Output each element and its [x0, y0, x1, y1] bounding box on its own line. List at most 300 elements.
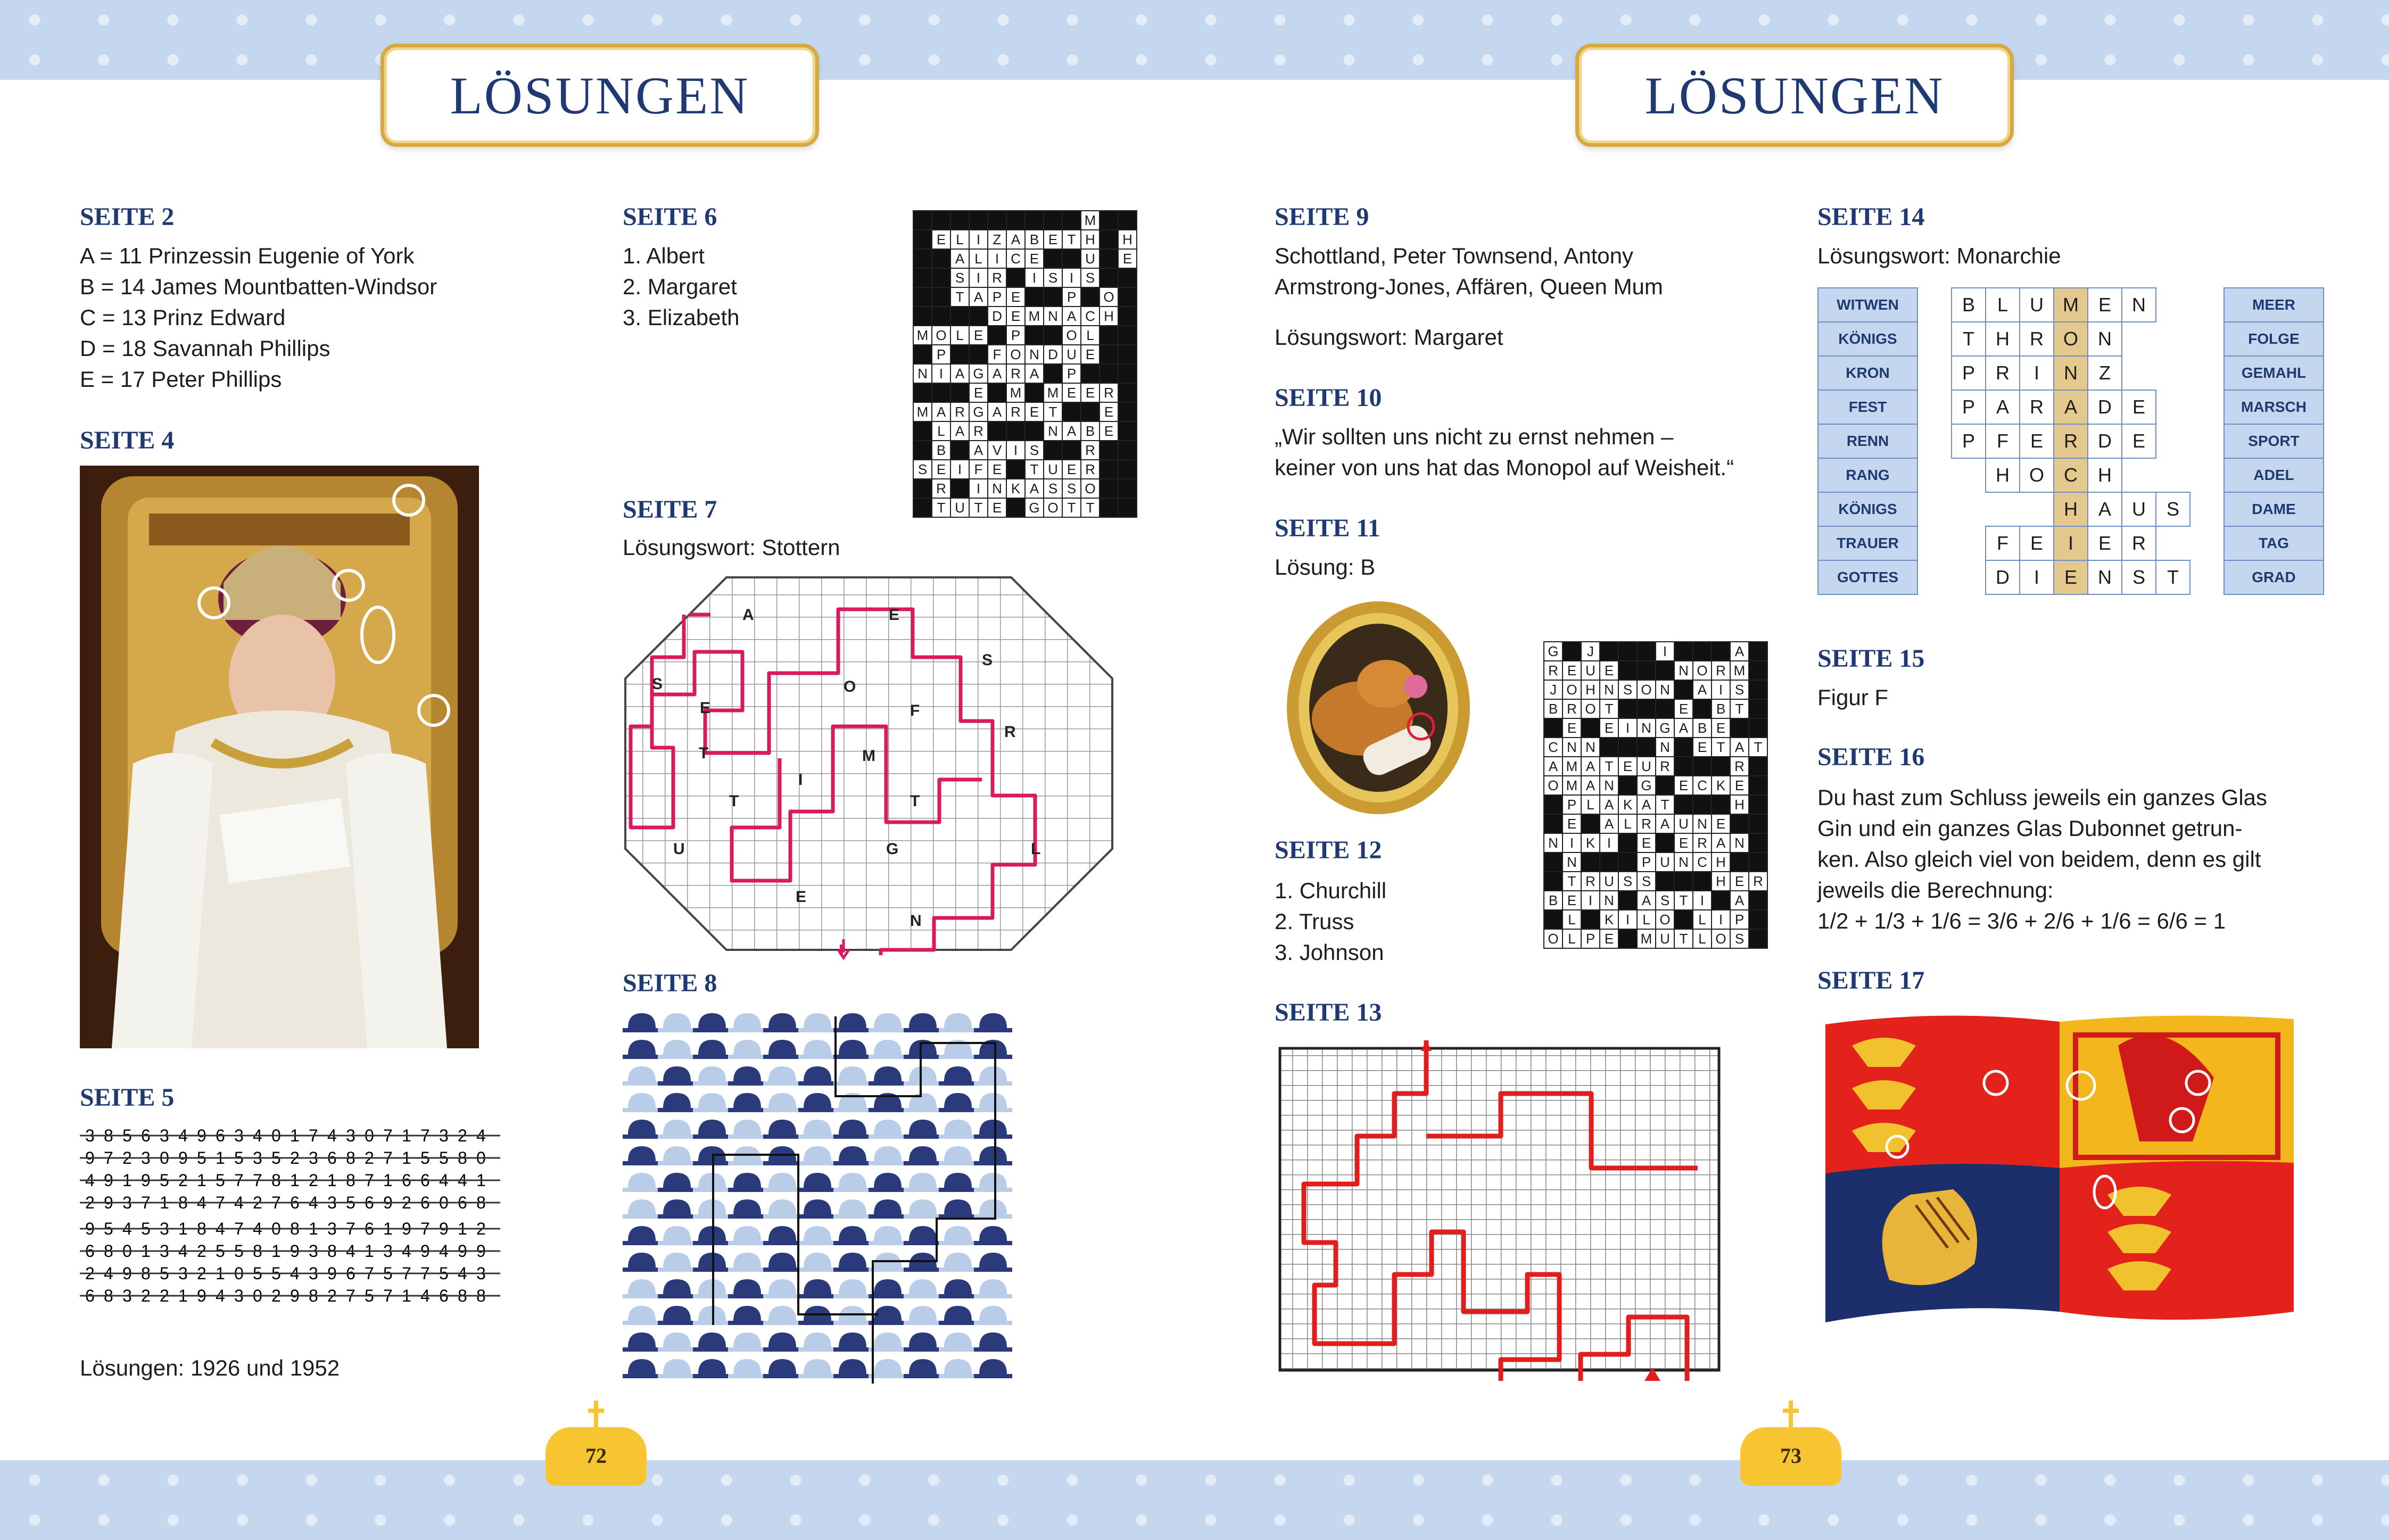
number-cell: 3 — [234, 1126, 244, 1145]
crossword-cell: U — [1656, 852, 1674, 872]
word-grid-cell: N — [2054, 356, 2088, 390]
crossword-row — [913, 402, 1137, 421]
hat-icon — [658, 1226, 696, 1245]
number-cell: 5 — [271, 1148, 281, 1168]
crossword-cell: F — [969, 460, 988, 479]
number-cell: 6 — [346, 1264, 356, 1283]
crossword-cell: A — [1712, 833, 1730, 852]
crossword-cell — [1749, 833, 1767, 852]
seite-5-answer: Lösungen: 1926 und 1952 — [80, 1355, 340, 1380]
hat-icon — [623, 1226, 661, 1245]
crossword-cell — [1025, 383, 1044, 402]
crossword-cell: E — [932, 230, 950, 249]
word-grid-cell: D — [2088, 424, 2122, 458]
page-number-left-text: 72 — [585, 1444, 607, 1468]
word-grid-right-label: SPORT — [2224, 424, 2324, 458]
word-grid-cell — [1917, 288, 1952, 322]
crossword-cell: T — [1730, 699, 1749, 718]
seite-9-answer: Lösungswort: Margaret — [1275, 325, 1503, 350]
svg-text:S: S — [982, 651, 993, 669]
royal-standard-flag — [1820, 1014, 2299, 1328]
number-cell: 6 — [439, 1286, 449, 1305]
number-cell: 9 — [104, 1193, 113, 1212]
crossword-cell: G — [1637, 776, 1656, 795]
crossword-cell: E — [1100, 421, 1118, 441]
crossword-cell — [1044, 364, 1062, 383]
number-cell: 6 — [327, 1148, 337, 1168]
crossword-cell: U — [1581, 661, 1600, 680]
crossword-row — [913, 249, 1137, 268]
crossword-cell — [1544, 910, 1563, 929]
hat-icon — [728, 1226, 766, 1245]
number-cell: 5 — [439, 1148, 449, 1168]
crossword-cell: L — [950, 326, 969, 345]
crossword-cell — [1618, 661, 1637, 680]
crossword-cell — [988, 383, 1006, 402]
word-grid-cell: U — [2020, 288, 2054, 322]
word-grid-row — [1818, 322, 2324, 356]
crossword-cell — [988, 421, 1006, 441]
word-grid-cell: E — [2088, 288, 2122, 322]
crossword-cell: A — [1600, 814, 1618, 833]
hat-icon — [623, 1253, 661, 1272]
number-cell: 6 — [141, 1126, 151, 1145]
hat-icon — [974, 1279, 1012, 1298]
crossword-cell: E — [1025, 402, 1044, 421]
crossword-cell — [1044, 249, 1062, 268]
crossword-cell: H — [1581, 680, 1600, 699]
number-cell: 9 — [327, 1264, 337, 1283]
seite-12-answers — [1275, 875, 1386, 968]
word-grid-cell: O — [2020, 458, 2054, 492]
number-cell: 9 — [122, 1264, 132, 1283]
crossword-cell — [1674, 910, 1693, 929]
crossword-cell — [1100, 230, 1118, 249]
word-grid-cell — [1986, 492, 2020, 526]
crossword-cell: K — [1618, 795, 1637, 814]
number-cell: 4 — [122, 1219, 132, 1238]
seite-2-line: A = 11 Prinzessin Eugenie of York — [80, 243, 415, 268]
number-cell: 3 — [476, 1264, 486, 1283]
crossword-cell: L — [1563, 910, 1581, 929]
number-cell: 4 — [253, 1219, 262, 1238]
page-number-right-text: 73 — [1780, 1444, 1801, 1468]
crossword-cell: L — [1581, 795, 1600, 814]
crossword-cell: H — [1712, 852, 1730, 872]
hat-icon — [869, 1359, 907, 1378]
crossword-cell — [1118, 307, 1137, 326]
word-grid-left-label: KÖNIGS — [1818, 492, 1917, 526]
crossword-cell — [1600, 852, 1618, 872]
hat-icon — [833, 1013, 872, 1032]
crossword-cell — [1600, 738, 1618, 757]
number-cell: 2 — [253, 1193, 262, 1212]
crossword-cell: M — [1563, 776, 1581, 795]
number-cell: 1 — [383, 1219, 393, 1238]
crossword-cell — [950, 479, 969, 498]
seite-6-answers — [623, 241, 739, 333]
crossword-cell — [1674, 680, 1693, 699]
word-grid-cell — [1952, 492, 1986, 526]
number-cell: 6 — [458, 1193, 467, 1212]
crossword-cell: O — [1637, 680, 1656, 699]
crossword-cell: A — [1025, 364, 1044, 383]
word-grid-cell: F — [1986, 424, 2020, 458]
word-grid-cell — [2190, 560, 2224, 594]
word-grid-cell: A — [1986, 390, 2020, 424]
crossword-cell: O — [1006, 345, 1025, 364]
crossword-cell: M — [1563, 757, 1581, 776]
number-cell: 9 — [402, 1219, 411, 1238]
number-cell: 0 — [253, 1286, 262, 1305]
crossword-row — [1544, 795, 1767, 814]
crossword-cell — [1730, 718, 1749, 738]
word-grid-cell: N — [2088, 560, 2122, 594]
crossword-cell — [913, 498, 932, 517]
word-grid-row — [1818, 492, 2324, 526]
number-cell: 9 — [104, 1171, 113, 1190]
number-cell: 6 — [365, 1219, 374, 1238]
svg-text:O: O — [844, 678, 856, 696]
word-grid-cell — [2122, 458, 2156, 492]
crossword-cell: A — [1581, 776, 1600, 795]
crossword-cell: E — [1618, 757, 1637, 776]
crossword-row — [1544, 642, 1767, 661]
crossword-cell: T — [1674, 929, 1693, 948]
crossword-cell: I — [1581, 891, 1600, 910]
number-cell: 7 — [383, 1148, 393, 1168]
hat-icon — [658, 1120, 696, 1139]
crossword-cell: T — [1062, 498, 1081, 517]
crossword-cell — [1544, 795, 1563, 814]
word-grid-cell: L — [1986, 288, 2020, 322]
number-cell: 3 — [141, 1148, 151, 1168]
crossword-cell — [1637, 661, 1656, 680]
hat-icon — [833, 1066, 872, 1086]
crossword-cell — [1062, 441, 1081, 460]
number-search-grid — [80, 1123, 506, 1325]
number-cell: 1 — [178, 1219, 188, 1238]
word-grid-cell — [1917, 356, 1952, 390]
crossword-cell: E — [1025, 249, 1044, 268]
crossword-cell: R — [1544, 661, 1563, 680]
number-cell: 4 — [327, 1126, 337, 1145]
hat-icon — [658, 1093, 696, 1112]
svg-text:I: I — [798, 771, 803, 789]
crossword-cell: T — [1600, 757, 1618, 776]
crossword-cell — [1749, 852, 1767, 872]
crossword-cell: R — [932, 479, 950, 498]
crossword-cell: E — [1081, 383, 1100, 402]
crossword-cell: N — [1581, 738, 1600, 757]
number-cell: 2 — [197, 1241, 206, 1261]
seite-16-line: Gin und ein ganzes Glas Dubonnet getrun- — [1817, 816, 2243, 841]
crossword-cell — [1025, 326, 1044, 345]
number-cell: 8 — [178, 1193, 188, 1212]
hat-icon — [869, 1120, 907, 1139]
seite-9-line: Schottland, Peter Townsend, Antony — [1275, 243, 1634, 268]
crossword-cell: E — [1600, 718, 1618, 738]
crossword-cell: S — [1081, 268, 1100, 287]
maze-exit-arrow-icon — [836, 939, 852, 961]
number-cell: 0 — [365, 1126, 374, 1145]
number-cell: 3 — [160, 1126, 169, 1145]
number-cell: 8 — [476, 1193, 486, 1212]
crossword-cell: I — [1618, 718, 1637, 738]
hat-icon — [763, 1253, 801, 1272]
number-cell: 0 — [271, 1126, 281, 1145]
word-grid-cell: P — [1952, 390, 1986, 424]
word-grid-cell: A — [2088, 492, 2122, 526]
crossword-cell: I — [1563, 833, 1581, 852]
crossword-cell — [1693, 642, 1712, 661]
crossword-cell: D — [1044, 345, 1062, 364]
crossword-cell: P — [988, 287, 1006, 307]
word-grid-cell — [1917, 526, 1952, 560]
crossword-cell: L — [1693, 929, 1712, 948]
section-title-seite-10: SEITE 10 — [1275, 384, 1382, 412]
crossword-cell: S — [1637, 872, 1656, 891]
hat-icon — [798, 1146, 837, 1165]
section-title-seite-9: SEITE 9 — [1275, 203, 1369, 231]
word-grid-right-label: ADEL — [2224, 458, 2324, 492]
crossword-cell: D — [988, 307, 1006, 326]
word-grid-right-label: GEMAHL — [2224, 356, 2324, 390]
crossword-cell: E — [988, 498, 1006, 517]
word-grid-cell: P — [1952, 424, 1986, 458]
section-title-seite-16: SEITE 16 — [1817, 743, 1925, 771]
hat-icon — [798, 1279, 837, 1298]
crossword-cell — [1006, 211, 1025, 230]
number-cell: 9 — [383, 1193, 393, 1212]
crossword-cell: R — [1712, 661, 1730, 680]
word-grid-cell: E — [2054, 560, 2088, 594]
crossword-cell — [1100, 249, 1118, 268]
seite-2-line: B = 14 James Mountbatten-Windsor — [80, 274, 437, 299]
crossword-row — [1544, 776, 1767, 795]
word-grid-cell — [2122, 356, 2156, 390]
hat-icon — [658, 1306, 696, 1325]
crossword-cell: K — [1581, 833, 1600, 852]
crossword-cell: A — [950, 249, 969, 268]
crossword-cell — [1006, 460, 1025, 479]
crossword-cell — [950, 307, 969, 326]
section-title-seite-12: SEITE 12 — [1275, 836, 1382, 864]
word-grid-cell — [2020, 492, 2054, 526]
crossword-cell: S — [1025, 441, 1044, 460]
crossword-cell — [1656, 833, 1674, 852]
crossword-cell: M — [913, 326, 932, 345]
crossword-row — [913, 460, 1137, 479]
crossword-cell: A — [1637, 795, 1656, 814]
crossword-cell: S — [950, 268, 969, 287]
crossword-cell: J — [1544, 680, 1563, 699]
crossword-cell: U — [1674, 814, 1693, 833]
hat-icon — [623, 1173, 661, 1192]
number-cell: 7 — [402, 1264, 411, 1283]
number-cell: 1 — [402, 1286, 411, 1305]
hat-icon — [869, 1199, 907, 1219]
number-cell: 9 — [420, 1241, 430, 1261]
hat-icon — [833, 1173, 872, 1192]
crossword-cell: J — [1581, 642, 1600, 661]
crossword-cell — [1618, 738, 1637, 757]
hat-icon — [623, 1199, 661, 1219]
crossword-cell: I — [1600, 833, 1618, 852]
hat-icon — [833, 1279, 872, 1298]
crossword-cell — [1693, 757, 1712, 776]
number-cell: 2 — [365, 1148, 374, 1168]
number-cell: 9 — [85, 1219, 95, 1238]
word-grid-cell — [2190, 458, 2224, 492]
crossword-cell — [1100, 364, 1118, 383]
number-cell: 7 — [420, 1264, 430, 1283]
crossword-cell — [1118, 383, 1137, 402]
hat-icon — [763, 1066, 801, 1086]
crossword-cell — [1118, 326, 1137, 345]
number-cell: 4 — [402, 1241, 411, 1261]
crossword-cell: E — [1006, 287, 1025, 307]
number-cell: 9 — [197, 1126, 206, 1145]
hat-icon — [939, 1253, 977, 1272]
number-cell: 1 — [216, 1264, 225, 1283]
crossword-cell: A — [1025, 479, 1044, 498]
crossword-cell — [1118, 268, 1137, 287]
crossword-cell: A — [1062, 307, 1081, 326]
hat-icon — [869, 1226, 907, 1245]
number-cell: 0 — [271, 1219, 281, 1238]
crossword-cell — [1712, 891, 1730, 910]
crossword-cell: E — [1563, 718, 1581, 738]
crossword-cell — [1544, 852, 1563, 872]
number-cell: 7 — [216, 1193, 225, 1212]
crossword-cell: P — [1062, 364, 1081, 383]
word-grid-cell: I — [2020, 560, 2054, 594]
word-grid-cell — [2190, 424, 2224, 458]
word-grid-cell — [2156, 288, 2190, 322]
crossword-cell: N — [1044, 307, 1062, 326]
crossword-cell — [1618, 699, 1637, 718]
crossword-cell — [932, 211, 950, 230]
number-cell: 0 — [122, 1241, 132, 1261]
hat-icon — [763, 1013, 801, 1032]
crossword-cell — [1637, 699, 1656, 718]
word-grid-cell — [1917, 458, 1952, 492]
crossword-cell: M — [1044, 383, 1062, 402]
crossword-cell: N — [1674, 852, 1693, 872]
crossword-cell: G — [969, 364, 988, 383]
crossword-cell — [1749, 699, 1767, 718]
word-grid-row — [1818, 526, 2324, 560]
hat-icon — [974, 1146, 1012, 1165]
crossword-cell: A — [950, 421, 969, 441]
crossword-cell: T — [1712, 738, 1730, 757]
crossword-cell — [969, 211, 988, 230]
number-cell: 2 — [85, 1264, 95, 1283]
crossword-cell: B — [1544, 699, 1563, 718]
crossword-cell — [913, 249, 932, 268]
crossword-cell — [1081, 287, 1100, 307]
left-page-title: LÖSUNGEN — [450, 65, 750, 125]
crossword-cell: U — [1656, 929, 1674, 948]
crossword-cell: I — [969, 230, 988, 249]
word-grid-cell: H — [2054, 492, 2088, 526]
crossword-cell: R — [1100, 383, 1118, 402]
hat-icon — [728, 1279, 766, 1298]
number-cell: 7 — [234, 1171, 244, 1190]
crossword-cell — [1044, 326, 1062, 345]
crossword-cell: T — [1044, 402, 1062, 421]
crossword-cell: O — [1712, 929, 1730, 948]
crossword-cell: I — [1712, 680, 1730, 699]
number-cell: 8 — [458, 1148, 467, 1168]
hat-icon — [833, 1359, 872, 1378]
crossword-cell: R — [950, 402, 969, 421]
crossword-cell — [1618, 642, 1637, 661]
hat-icon — [693, 1332, 731, 1352]
crossword-cell: M — [1025, 307, 1044, 326]
crossword-cell — [1581, 814, 1600, 833]
number-cell: 5 — [420, 1148, 430, 1168]
number-cell: 9 — [290, 1241, 300, 1261]
crossword-cell: R — [1006, 402, 1025, 421]
crossword-cell — [1081, 402, 1100, 421]
crossword-cell: N — [1600, 891, 1618, 910]
hat-icon — [658, 1253, 696, 1272]
crossword-cell — [1006, 498, 1025, 517]
number-cell: 2 — [122, 1148, 132, 1168]
seite-2-line: C = 13 Prinz Edward — [80, 305, 286, 330]
crossword-cell: I — [1025, 268, 1044, 287]
svg-text:E: E — [700, 699, 711, 717]
seite-7-answer: Lösungswort: Stottern — [623, 535, 840, 560]
seite-6-item: 2. Margaret — [623, 274, 737, 299]
seite-16-line: jeweils die Berechnung: — [1817, 877, 2054, 903]
hat-icon — [939, 1146, 977, 1165]
number-cell: 2 — [290, 1148, 300, 1168]
hat-icon — [798, 1013, 837, 1032]
word-grid-cell: T — [1952, 322, 1986, 356]
seite-12-item: 3. Johnson — [1275, 940, 1384, 965]
crossword-cell: V — [988, 441, 1006, 460]
crossword-cell: O — [1100, 287, 1118, 307]
hat-icon — [974, 1120, 1012, 1139]
number-cell: 0 — [160, 1148, 169, 1168]
number-cell: 8 — [309, 1286, 318, 1305]
svg-text:R: R — [1004, 723, 1016, 741]
seite-7-maze — [620, 572, 1118, 955]
svg-text:N: N — [910, 912, 922, 930]
svg-text:A: A — [742, 606, 754, 624]
crossword-cell: A — [1674, 718, 1693, 738]
crossword-cell: N — [913, 364, 932, 383]
number-cell: 3 — [309, 1241, 318, 1261]
number-cell: 8 — [197, 1219, 206, 1238]
left-title-banner — [381, 44, 819, 147]
word-grid-right-label: DAME — [2224, 492, 2324, 526]
number-cell: 8 — [271, 1171, 281, 1190]
number-cell: 0 — [476, 1148, 486, 1168]
crossword-cell: T — [950, 287, 969, 307]
crossword-cell — [1100, 441, 1118, 460]
hat-icon — [904, 1359, 942, 1378]
hat-icon — [763, 1199, 801, 1219]
section-title-seite-13: SEITE 13 — [1275, 998, 1382, 1026]
number-cell: 6 — [290, 1193, 300, 1212]
crossword-cell: S — [1730, 929, 1749, 948]
word-grid-row — [1818, 560, 2324, 594]
crossword-cell: A — [969, 441, 988, 460]
